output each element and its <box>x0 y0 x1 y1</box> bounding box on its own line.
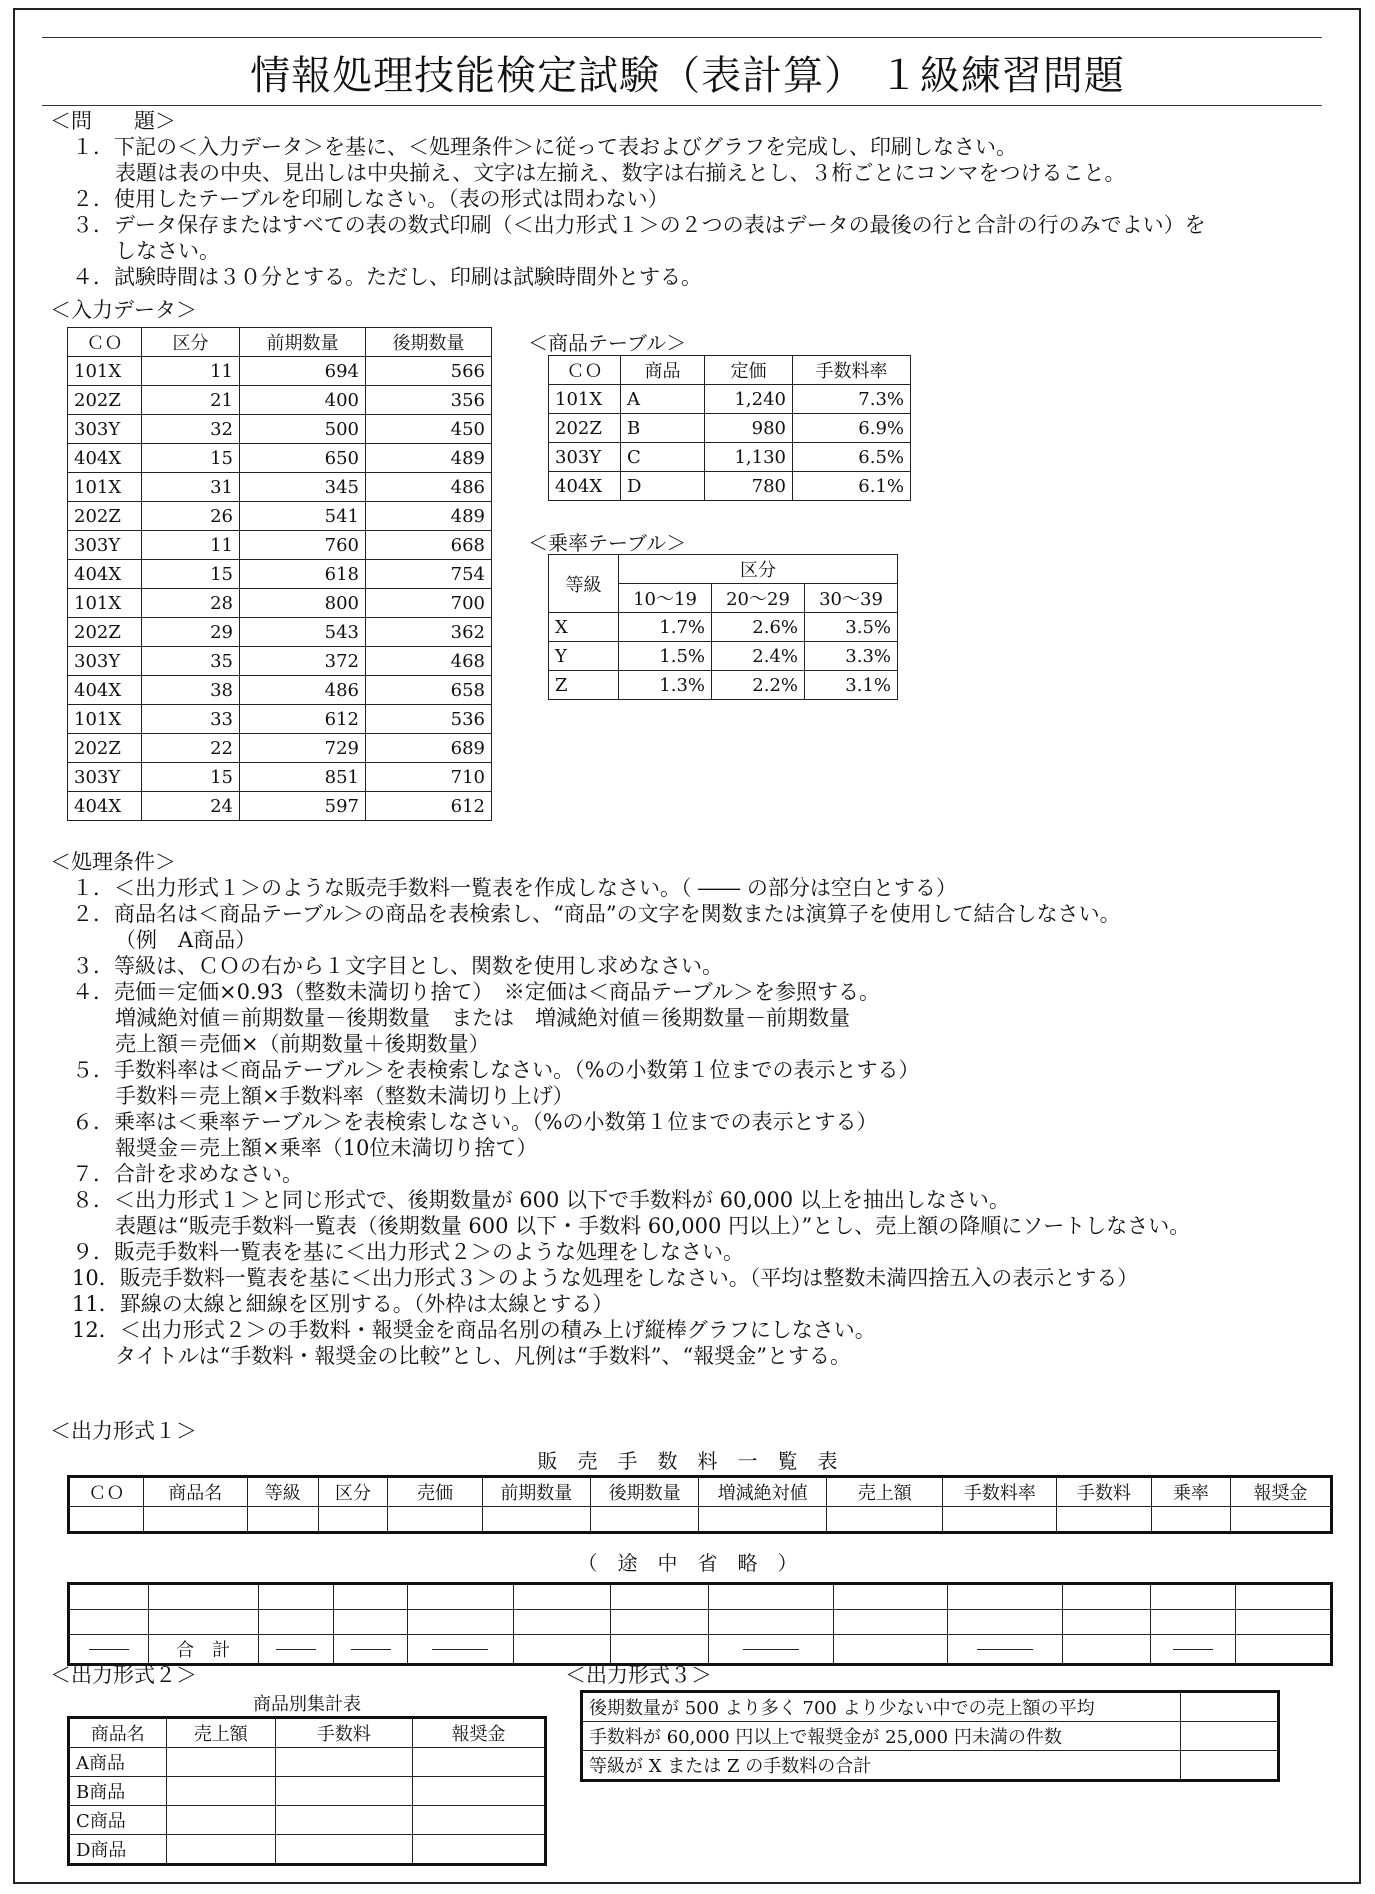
input-row <box>68 618 492 647</box>
output1-blank-row <box>69 1584 1332 1610</box>
total-cell <box>513 1635 611 1665</box>
blank-cell <box>275 1777 412 1806</box>
col-header: 売価 <box>388 1477 482 1507</box>
blank-cell <box>1236 1610 1332 1635</box>
co-cell: 404X <box>68 560 142 589</box>
prev-qty-cell: 612 <box>240 705 366 734</box>
condition-line: ２．商品名は＜商品テーブル＞の商品を表検索し、“商品”の文字を関数または演算子を使用して結合しなさい。 <box>72 902 1121 926</box>
rate-cell: 2.6% <box>712 613 805 642</box>
product-name-cell: B商品 <box>69 1777 167 1806</box>
problem-line: しなさい。 <box>115 239 220 263</box>
input-row <box>68 792 492 821</box>
blank-cell <box>1057 1507 1151 1533</box>
total-label: 合 計 <box>148 1635 258 1665</box>
output2-row <box>69 1806 546 1835</box>
output3-heading: ＜出力形式３＞ <box>565 1663 712 1687</box>
blank-cell <box>275 1748 412 1777</box>
total-cell <box>334 1635 408 1665</box>
blank-cell <box>482 1507 590 1533</box>
total-cell <box>1236 1635 1332 1665</box>
blank-cell <box>513 1610 611 1635</box>
col-header: ＣＯ <box>549 356 621 385</box>
category-cell: 11 <box>142 357 240 386</box>
output2-heading: ＜出力形式２＞ <box>50 1663 197 1687</box>
product-row <box>549 414 911 443</box>
col-header: 定価 <box>705 356 793 385</box>
fee-rate-cell: 6.5% <box>793 443 911 472</box>
blank-cell <box>166 1748 275 1777</box>
grade-cell: X <box>549 613 619 642</box>
condition-line: ６．乗率は＜乗率テーブル＞を表検索しなさい。（%の小数第１位までの表示とする） <box>72 1110 878 1134</box>
blank-cell <box>258 1584 333 1610</box>
col-header: 手数料 <box>1057 1477 1151 1507</box>
output2-row <box>69 1748 546 1777</box>
input-row <box>68 386 492 415</box>
product-row <box>549 472 911 501</box>
product-cell: A <box>621 385 705 414</box>
problem-line: ２．使用したテーブルを印刷しなさい。（表の形式は問わない） <box>72 187 669 211</box>
price-cell: 980 <box>705 414 793 443</box>
next-qty-cell: 700 <box>366 589 492 618</box>
condition-line: １．＜出力形式１＞のような販売手数料一覧表を作成しなさい。（ ―― の部分は空白とする） <box>72 876 957 900</box>
prev-qty-cell: 597 <box>240 792 366 821</box>
condition-line: ５．手数料率は＜商品テーブル＞を表検索しなさい。（%の小数第１位までの表示とする） <box>72 1058 920 1082</box>
blank-cell <box>407 1584 513 1610</box>
co-cell: 303Y <box>68 647 142 676</box>
output3-row <box>582 1751 1279 1781</box>
rate-cell: 2.2% <box>712 671 805 700</box>
category-cell: 22 <box>142 734 240 763</box>
product-row <box>549 443 911 472</box>
condition-line: 11．罫線の太線と細線を区別する。（外枠は太線とする） <box>72 1292 614 1316</box>
col-header: 前期数量 <box>482 1477 590 1507</box>
prev-qty-cell: 543 <box>240 618 366 647</box>
blank-cell <box>1230 1507 1331 1533</box>
blank-cell <box>1180 1751 1278 1781</box>
grade-cell: Y <box>549 642 619 671</box>
col-header: 後期数量 <box>366 328 492 357</box>
rate-cell: 1.3% <box>619 671 712 700</box>
blank-dash <box>432 1649 488 1650</box>
price-cell: 780 <box>705 472 793 501</box>
co-cell: 303Y <box>68 531 142 560</box>
fee-rate-cell: 7.3% <box>793 385 911 414</box>
blank-cell <box>834 1610 948 1635</box>
total-cell <box>1063 1635 1151 1665</box>
co-cell: 101X <box>68 473 142 502</box>
input-row <box>68 415 492 444</box>
blank-dash <box>351 1649 391 1650</box>
title-top-rule <box>42 37 1322 38</box>
fee-rate-cell: 6.1% <box>793 472 911 501</box>
next-qty-cell: 536 <box>366 705 492 734</box>
blank-cell <box>1180 1722 1278 1751</box>
product-header-row <box>549 356 911 385</box>
condition-line: ８．＜出力形式１＞と同じ形式で、後期数量が 600 以下で手数料が 60,000 以上を抽出しなさい。 <box>72 1188 1010 1212</box>
problem-line: 表題は表の中央、見出しは中央揃え、文字は左揃え、数字は右揃えとし、３桁ごとにコンマをつけること。 <box>115 161 1126 185</box>
col-header: 商品名 <box>143 1477 247 1507</box>
blank-dash <box>743 1649 799 1650</box>
co-cell: 101X <box>549 385 621 414</box>
total-cell <box>1151 1635 1236 1665</box>
rate-table <box>548 554 898 700</box>
blank-dash <box>1173 1649 1213 1650</box>
output2-row <box>69 1777 546 1806</box>
conditions-heading: ＜処理条件＞ <box>50 850 176 874</box>
total-cell <box>834 1635 948 1665</box>
condition-line: 10．販売手数料一覧表を基に＜出力形式３＞のような処理をしなさい。（平均は整数未満四捨五入の表示とする） <box>72 1266 1139 1290</box>
col-header: 手数料率 <box>943 1477 1057 1507</box>
group-header: 区分 <box>619 555 898 584</box>
product-cell: C <box>621 443 705 472</box>
category-cell: 26 <box>142 502 240 531</box>
category-cell: 31 <box>142 473 240 502</box>
next-qty-cell: 754 <box>366 560 492 589</box>
blank-cell <box>318 1507 388 1533</box>
input-row <box>68 502 492 531</box>
input-row <box>68 531 492 560</box>
blank-cell <box>513 1584 611 1610</box>
input-row <box>68 357 492 386</box>
output3-row <box>582 1692 1279 1722</box>
category-cell: 32 <box>142 415 240 444</box>
page-title: 情報処理技能検定試験（表計算） １級練習問題 <box>250 53 1125 99</box>
total-cell <box>947 1635 1062 1665</box>
input-row <box>68 705 492 734</box>
range-header: 20～29 <box>712 584 805 613</box>
next-qty-cell: 362 <box>366 618 492 647</box>
prev-qty-cell: 400 <box>240 386 366 415</box>
next-qty-cell: 668 <box>366 531 492 560</box>
blank-cell <box>611 1610 709 1635</box>
output2-header-row <box>69 1718 546 1748</box>
blank-cell <box>1151 1507 1230 1533</box>
total-cell <box>258 1635 333 1665</box>
rate-row <box>549 671 898 700</box>
co-cell: 101X <box>68 589 142 618</box>
blank-cell <box>247 1507 318 1533</box>
problem-line: ３．データ保存またはすべての表の数式印刷（＜出力形式１＞の２つの表はデータの最後の行と合計の行のみでよい）を <box>72 213 1206 237</box>
category-cell: 33 <box>142 705 240 734</box>
blank-cell <box>334 1584 408 1610</box>
problem-line: １．下記の＜入力データ＞を基に、＜処理条件＞に従って表およびグラフを完成し、印刷しなさい。 <box>72 135 1017 159</box>
col-header: 売上額 <box>827 1477 943 1507</box>
rate-cell: 1.5% <box>619 642 712 671</box>
blank-cell <box>834 1584 948 1610</box>
prev-qty-cell: 372 <box>240 647 366 676</box>
col-header: 商品 <box>621 356 705 385</box>
output3-table <box>580 1690 1280 1782</box>
blank-cell <box>709 1584 834 1610</box>
blank-cell <box>148 1584 258 1610</box>
blank-cell <box>1151 1584 1236 1610</box>
product-name-cell: A商品 <box>69 1748 167 1777</box>
input-row <box>68 444 492 473</box>
col-header: 増減絶対値 <box>699 1477 827 1507</box>
price-cell: 1,240 <box>705 385 793 414</box>
blank-cell <box>611 1584 709 1610</box>
next-qty-cell: 658 <box>366 676 492 705</box>
blank-cell <box>407 1610 513 1635</box>
condition-line: 売上額＝売価×（前期数量＋後期数量） <box>115 1032 490 1056</box>
co-cell: 404X <box>68 792 142 821</box>
product-table-caption: ＜商品テーブル＞ <box>528 331 687 355</box>
category-cell: 29 <box>142 618 240 647</box>
fee-rate-cell: 6.9% <box>793 414 911 443</box>
product-name-cell: D商品 <box>69 1835 167 1865</box>
blank-cell <box>709 1610 834 1635</box>
next-qty-cell: 689 <box>366 734 492 763</box>
blank-cell <box>1180 1692 1278 1722</box>
col-header: 乗率 <box>1151 1477 1230 1507</box>
title-bottom-rule <box>42 105 1322 106</box>
co-cell: 303Y <box>68 763 142 792</box>
col-header: 手数料率 <box>793 356 911 385</box>
prev-qty-cell: 618 <box>240 560 366 589</box>
co-cell: 202Z <box>68 502 142 531</box>
col-header: ＣＯ <box>69 1477 144 1507</box>
prev-qty-cell: 650 <box>240 444 366 473</box>
criteria-cell: 後期数量が 500 より多く 700 より少ない中での売上額の平均 <box>582 1692 1181 1722</box>
output1-header-row <box>69 1477 1332 1507</box>
rate-table-caption: ＜乗率テーブル＞ <box>528 531 687 555</box>
blank-cell <box>143 1507 247 1533</box>
prev-qty-cell: 500 <box>240 415 366 444</box>
input-row <box>68 560 492 589</box>
col-header: 商品名 <box>69 1718 167 1748</box>
prev-qty-cell: 486 <box>240 676 366 705</box>
rate-cell: 3.3% <box>805 642 898 671</box>
category-cell: 35 <box>142 647 240 676</box>
rate-cell: 3.5% <box>805 613 898 642</box>
rate-cell: 2.4% <box>712 642 805 671</box>
output2-table-title: 商品別集計表 <box>253 1694 361 1715</box>
total-cell <box>709 1635 834 1665</box>
price-cell: 1,130 <box>705 443 793 472</box>
col-header: 等級 <box>247 1477 318 1507</box>
condition-line: ３．等級は、ＣＯの右から１文字目とし、関数を使用し求めなさい。 <box>72 954 723 978</box>
co-cell: 404X <box>549 472 621 501</box>
condition-line: 手数料＝売上額×手数料率（整数未満切り上げ） <box>115 1084 574 1108</box>
grade-header: 等級 <box>549 555 619 613</box>
co-cell: 202Z <box>68 734 142 763</box>
next-qty-cell: 356 <box>366 386 492 415</box>
blank-cell <box>148 1610 258 1635</box>
blank-cell <box>1063 1584 1151 1610</box>
prev-qty-cell: 760 <box>240 531 366 560</box>
condition-line: ７．合計を求めなさい。 <box>72 1162 303 1186</box>
blank-cell <box>258 1610 333 1635</box>
input-data-table <box>67 327 492 821</box>
rate-row <box>549 642 898 671</box>
grade-cell: Z <box>549 671 619 700</box>
prev-qty-cell: 800 <box>240 589 366 618</box>
category-cell: 11 <box>142 531 240 560</box>
input-row <box>68 647 492 676</box>
co-cell: 202Z <box>68 386 142 415</box>
output1-blank-row <box>69 1507 1332 1533</box>
next-qty-cell: 450 <box>366 415 492 444</box>
range-header: 30～39 <box>805 584 898 613</box>
co-cell: 303Y <box>549 443 621 472</box>
total-cell <box>611 1635 709 1665</box>
next-qty-cell: 612 <box>366 792 492 821</box>
blank-cell <box>412 1806 545 1835</box>
blank-dash <box>89 1649 129 1650</box>
co-cell: 404X <box>68 444 142 473</box>
blank-cell <box>412 1777 545 1806</box>
blank-dash <box>977 1649 1033 1650</box>
input-row <box>68 473 492 502</box>
category-cell: 15 <box>142 444 240 473</box>
category-cell: 38 <box>142 676 240 705</box>
condition-line: タイトルは“手数料・報奨金の比較”とし、凡例は“手数料”、“報奨金”とする。 <box>115 1344 851 1368</box>
product-cell: D <box>621 472 705 501</box>
output1-total-row <box>69 1635 1332 1665</box>
blank-cell <box>388 1507 482 1533</box>
total-cell <box>69 1635 149 1665</box>
output1-top-table <box>67 1475 1333 1534</box>
output1-table-title: 販 売 手 数 料 一 覧 表 <box>537 1449 838 1473</box>
next-qty-cell: 486 <box>366 473 492 502</box>
input-row <box>68 734 492 763</box>
category-cell: 15 <box>142 560 240 589</box>
output1-blank-row <box>69 1610 1332 1635</box>
rate-cell: 3.1% <box>805 671 898 700</box>
range-header: 10～19 <box>619 584 712 613</box>
output3-row <box>582 1722 1279 1751</box>
blank-cell <box>947 1584 1062 1610</box>
prev-qty-cell: 541 <box>240 502 366 531</box>
category-cell: 24 <box>142 792 240 821</box>
blank-cell <box>69 1584 149 1610</box>
blank-cell <box>699 1507 827 1533</box>
next-qty-cell: 489 <box>366 502 492 531</box>
col-header: 報奨金 <box>1230 1477 1331 1507</box>
condition-line: 表題は“販売手数料一覧表（後期数量 600 以下・手数料 60,000 円以上）”とし、売上額の降順にソートしなさい。 <box>115 1214 1191 1238</box>
next-qty-cell: 468 <box>366 647 492 676</box>
col-header: 報奨金 <box>412 1718 545 1748</box>
next-qty-cell: 566 <box>366 357 492 386</box>
prev-qty-cell: 729 <box>240 734 366 763</box>
category-cell: 28 <box>142 589 240 618</box>
prev-qty-cell: 694 <box>240 357 366 386</box>
blank-cell <box>1236 1584 1332 1610</box>
rate-header-row <box>549 555 898 584</box>
product-name-cell: C商品 <box>69 1806 167 1835</box>
next-qty-cell: 710 <box>366 763 492 792</box>
blank-cell <box>947 1610 1062 1635</box>
condition-line: 12．＜出力形式２＞の手数料・報奨金を商品名別の積み上げ縦棒グラフにしなさい。 <box>72 1318 876 1342</box>
col-header: 後期数量 <box>590 1477 698 1507</box>
co-cell: 202Z <box>549 414 621 443</box>
category-cell: 21 <box>142 386 240 415</box>
blank-cell <box>334 1610 408 1635</box>
co-cell: 303Y <box>68 415 142 444</box>
condition-line: （例 A商品） <box>115 928 257 952</box>
output2-table <box>67 1716 547 1866</box>
blank-cell <box>1151 1610 1236 1635</box>
prev-qty-cell: 851 <box>240 763 366 792</box>
input-row <box>68 676 492 705</box>
input-header-row <box>68 328 492 357</box>
rate-cell: 1.7% <box>619 613 712 642</box>
co-cell: 202Z <box>68 618 142 647</box>
col-header: 区分 <box>142 328 240 357</box>
blank-cell <box>275 1806 412 1835</box>
condition-line: 増減絶対値＝前期数量－後期数量 または 増減絶対値＝後期数量－前期数量 <box>115 1006 850 1030</box>
output1-bottom-table <box>67 1582 1333 1666</box>
blank-cell <box>943 1507 1057 1533</box>
output2-row <box>69 1835 546 1865</box>
input-row <box>68 589 492 618</box>
criteria-cell: 等級が X または Z の手数料の合計 <box>582 1751 1181 1781</box>
col-header: 前期数量 <box>240 328 366 357</box>
rate-row <box>549 613 898 642</box>
blank-cell <box>166 1835 275 1865</box>
criteria-cell: 手数料が 60,000 円以上で報奨金が 25,000 円未満の件数 <box>582 1722 1181 1751</box>
blank-cell <box>69 1610 149 1635</box>
blank-cell <box>166 1777 275 1806</box>
product-row <box>549 385 911 414</box>
total-cell <box>407 1635 513 1665</box>
blank-cell <box>1063 1610 1151 1635</box>
co-cell: 404X <box>68 676 142 705</box>
blank-cell <box>275 1835 412 1865</box>
input-heading: ＜入力データ＞ <box>50 298 197 322</box>
category-cell: 15 <box>142 763 240 792</box>
condition-line: ９．販売手数料一覧表を基に＜出力形式２＞のような処理をしなさい。 <box>72 1240 744 1264</box>
col-header: ＣＯ <box>68 328 142 357</box>
col-header: 区分 <box>318 1477 388 1507</box>
product-cell: B <box>621 414 705 443</box>
blank-cell <box>827 1507 943 1533</box>
prev-qty-cell: 345 <box>240 473 366 502</box>
output1-heading: ＜出力形式１＞ <box>50 1419 197 1443</box>
next-qty-cell: 489 <box>366 444 492 473</box>
condition-line: 報奨金＝売上額×乗率（10位未満切り捨て） <box>115 1136 538 1160</box>
blank-dash <box>276 1649 316 1650</box>
col-header: 売上額 <box>166 1718 275 1748</box>
omitted-label: （ 途 中 省 略 ） <box>577 1551 798 1575</box>
blank-cell <box>412 1748 545 1777</box>
input-row <box>68 763 492 792</box>
co-cell: 101X <box>68 357 142 386</box>
blank-cell <box>412 1835 545 1865</box>
co-cell: 101X <box>68 705 142 734</box>
blank-cell <box>590 1507 698 1533</box>
blank-cell <box>166 1806 275 1835</box>
blank-cell <box>69 1507 144 1533</box>
condition-line: ４．売価＝定価×0.93（整数未満切り捨て） ※定価は＜商品テーブル＞を参照する。 <box>72 980 880 1004</box>
problem-line: ４．試験時間は３０分とする。ただし、印刷は試験時間外とする。 <box>72 265 702 289</box>
problem-heading: ＜問 題＞ <box>50 109 176 133</box>
product-table <box>548 355 911 501</box>
col-header: 手数料 <box>275 1718 412 1748</box>
